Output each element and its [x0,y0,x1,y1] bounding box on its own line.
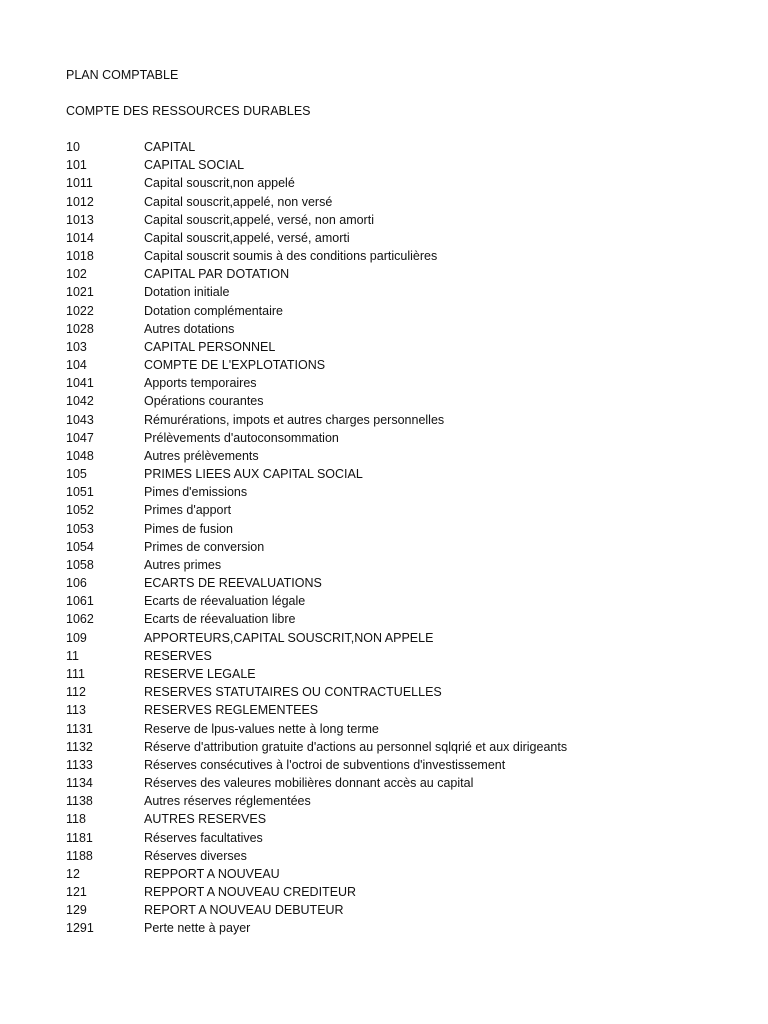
account-row [66,920,756,938]
account-code: 1018 [66,249,94,264]
account-code: 1291 [66,921,94,936]
account-row [66,757,756,775]
account-label: Réserves des valeures mobilières donnant accès au capital [144,776,474,791]
account-label: Capital souscrit,appelé, versé, amorti [144,230,350,245]
account-code: 104 [66,358,87,373]
account-code: 1021 [66,285,94,300]
account-row [66,866,756,884]
account-label: Primes d'apport [144,503,232,518]
account-label: Ecarts de réevaluation libre [144,612,296,627]
account-row [66,721,756,739]
account-label: REPORT A NOUVEAU DEBUTEUR [144,903,344,918]
account-code: 12 [66,866,80,881]
account-label: CAPITAL PERSONNEL [144,339,276,354]
account-label: CAPITAL [144,140,196,154]
account-label: Dotation complémentaire [144,303,283,318]
account-label: RESERVE LEGALE [144,666,256,681]
account-row [66,339,756,357]
account-code: 1181 [66,830,93,845]
document-title: PLAN COMPTABLE [66,68,179,82]
account-row [66,811,756,829]
account-code: 112 [66,685,86,700]
account-row [66,484,756,502]
account-code: 11 [66,648,79,663]
account-label: RESERVES [144,648,212,663]
account-label: COMPTE DE L'EXPLOTATIONS [144,358,326,373]
account-code: 10 [66,140,80,154]
account-code: 1131 [66,721,93,736]
account-row [66,393,756,411]
account-row [66,175,756,193]
account-row [66,684,756,702]
account-label: Dotation initiale [144,285,230,300]
account-code: 129 [66,903,87,918]
account-code: 102 [66,267,87,282]
account-code: 1052 [66,503,94,518]
account-code: 1011 [66,176,93,191]
account-row [66,303,756,321]
account-row [66,284,756,302]
account-row [66,539,756,557]
account-row [66,448,756,466]
account-code: 1047 [66,430,94,445]
account-row [66,702,756,720]
account-code: 1058 [66,557,94,572]
document-subtitle: COMPTE DES RESSOURCES DURABLES [66,104,311,118]
account-label: REPPORT A NOUVEAU [144,866,280,881]
account-code: 1138 [66,794,93,809]
account-code: 118 [66,812,86,827]
account-row [66,593,756,611]
account-label: RESERVES REGLEMENTEES [144,703,319,718]
account-row [66,357,756,375]
account-label: ECARTS DE REEVALUATIONS [144,576,322,591]
account-row [66,884,756,902]
account-code: 106 [66,576,87,591]
account-label: Pimes de fusion [144,521,233,536]
account-row [66,412,756,430]
account-row [66,521,756,539]
account-row [66,212,756,230]
account-label: Capital souscrit,non appelé [144,176,295,191]
account-row [66,793,756,811]
account-row [66,430,756,448]
account-label: APPORTEURS,CAPITAL SOUSCRIT,NON APPELE [144,630,434,645]
account-row [66,666,756,684]
account-row [66,775,756,793]
account-code: 109 [66,630,87,645]
account-label: Capital souscrit soumis à des conditions particulières [144,249,438,264]
account-code: 1053 [66,521,94,536]
account-label: Rémurérations, impots et autres charges personnelles [144,412,445,427]
account-code: 1062 [66,612,94,627]
account-code: 1013 [66,212,94,227]
account-row [66,194,756,212]
account-code: 105 [66,467,87,482]
account-label: Réserve d'attribution gratuite d'actions au personnel sqlqrié et aux dirigeants [144,739,568,754]
account-code: 111 [66,666,86,681]
account-label: REPPORT A NOUVEAU CREDITEUR [144,885,357,900]
account-label: Ecarts de réevaluation légale [144,594,306,609]
account-label: Opérations courantes [144,394,264,409]
account-code: 113 [66,703,86,718]
account-label: AUTRES RESERVES [144,812,267,827]
account-label: Autres primes [144,557,222,572]
account-label: Autres dotations [144,321,235,336]
account-code: 1133 [66,757,93,772]
account-label: Pimes d'emissions [144,485,248,500]
account-code: 103 [66,339,87,354]
account-row [66,830,756,848]
account-code: 1048 [66,448,94,463]
account-code: 101 [66,158,87,173]
account-row [66,230,756,248]
account-label: Capital souscrit,appelé, versé, non amorti [144,212,374,227]
account-code: 1022 [66,303,94,318]
account-code: 1061 [66,594,94,609]
account-label: Autres prélèvements [144,448,259,463]
account-label: Perte nette à payer [144,921,251,936]
account-code: 1188 [66,848,93,863]
account-row [66,648,756,666]
account-label: Autres réserves réglementées [144,794,311,809]
account-code: 121 [66,885,87,900]
account-row [66,739,756,757]
account-label: CAPITAL PAR DOTATION [144,267,290,282]
account-label: RESERVES STATUTAIRES OU CONTRACTUELLES [144,685,442,700]
account-label: Reserve de lpus-values nette à long terme [144,721,379,736]
account-label: PRIMES LIEES AUX CAPITAL SOCIAL [144,467,363,482]
account-row [66,248,756,266]
account-label: Réserves consécutives à l'octroi de subventions d'investissement [144,757,506,772]
account-row [66,575,756,593]
account-label: Primes de conversion [144,539,265,554]
account-code: 1028 [66,321,94,336]
account-row [66,375,756,393]
account-row [66,557,756,575]
account-code: 1014 [66,230,94,245]
account-label: Réserves diverses [144,848,247,863]
account-code: 1042 [66,394,94,409]
account-label: CAPITAL SOCIAL [144,158,245,173]
account-label: Réserves facultatives [144,830,263,845]
account-code: 1043 [66,412,94,427]
account-code: 1134 [66,776,93,791]
account-row [66,266,756,284]
account-code: 1012 [66,194,94,209]
account-label: Prélèvements d'autoconsommation [144,430,339,445]
account-code: 1041 [66,376,94,391]
account-label: Capital souscrit,appelé, non versé [144,194,333,209]
account-row [66,902,756,920]
account-row [66,502,756,520]
account-code: 1132 [66,739,93,754]
account-row [66,321,756,339]
account-row [66,630,756,648]
accounts-list [66,139,756,939]
account-row [66,466,756,484]
account-row [66,611,756,629]
account-row [66,848,756,866]
account-row [66,157,756,175]
account-code: 1051 [66,485,94,500]
account-code: 1054 [66,539,94,554]
account-label: Apports temporaires [144,376,257,391]
account-row [66,139,756,157]
